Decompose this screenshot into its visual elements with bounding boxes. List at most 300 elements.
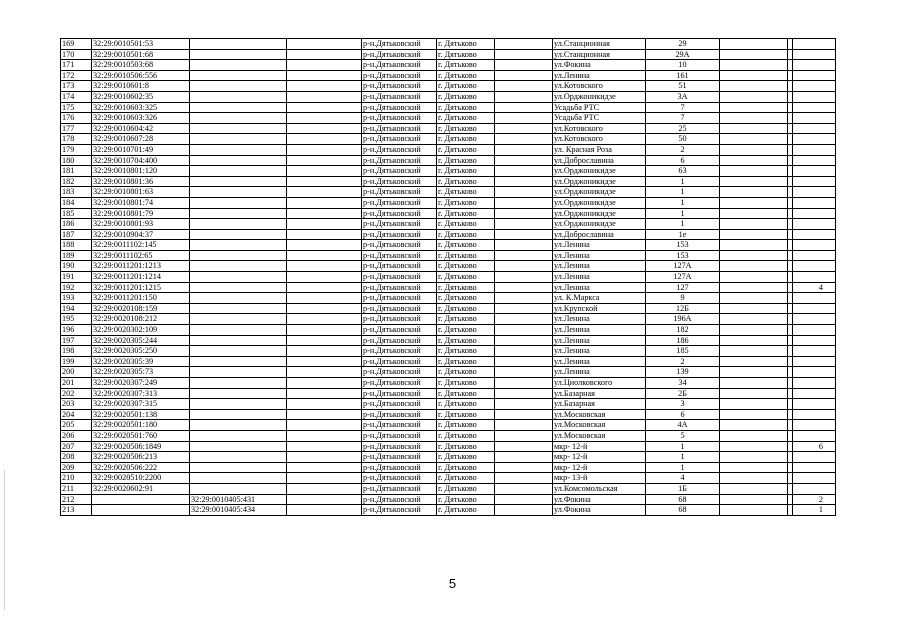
- table-cell-cadastral: 32:29:0011102:145: [92, 240, 190, 251]
- table-cell-district: р-н.Дятьковский: [362, 123, 437, 134]
- table-cell-city: г. Дятьково: [437, 144, 495, 155]
- table-row: [61, 261, 836, 272]
- table-cell-cadastral: 32:29:0010601:8: [92, 81, 190, 92]
- table-cell-house: 4: [646, 473, 720, 484]
- table-row: [61, 250, 836, 261]
- table-cell-city: г. Дятьково: [437, 113, 495, 124]
- table-cell-cadastral: 32:29:0020501:138: [92, 409, 190, 420]
- table-cell-blank: [495, 325, 553, 336]
- table-cell-empty: [287, 335, 362, 346]
- table-cell-cadastral-2: [190, 462, 287, 473]
- table-cell-district: р-н.Дятьковский: [362, 70, 437, 81]
- table-cell-house: 3: [646, 399, 720, 410]
- table-row: [61, 473, 836, 484]
- table-cell-empty: [287, 293, 362, 304]
- table-cell-cadastral-2: [190, 81, 287, 92]
- table-cell-cadastral-2: [190, 208, 287, 219]
- table-row: [61, 219, 836, 230]
- table-cell-blank: [495, 166, 553, 177]
- table-cell-empty: [287, 505, 362, 516]
- table-cell-street: ул.Комсомольская: [553, 483, 646, 494]
- table-cell-cadastral-2: [190, 335, 287, 346]
- table-cell-street: ул.Ленина: [553, 272, 646, 283]
- table-cell-city: г. Дятьково: [437, 367, 495, 378]
- table-cell-house: 34: [646, 378, 720, 389]
- table-cell-city: г. Дятьково: [437, 430, 495, 441]
- table-cell-district: р-н.Дятьковский: [362, 187, 437, 198]
- table-cell-cadastral-2: [190, 293, 287, 304]
- table-cell-num: 179: [61, 144, 92, 155]
- table-cell-cadastral: 32:29:0020510:2200: [92, 473, 190, 484]
- table-cell-blank: [495, 494, 553, 505]
- page-number: 5: [448, 576, 457, 591]
- table-cell-last: 6: [793, 441, 836, 452]
- table-cell-city: г. Дятьково: [437, 388, 495, 399]
- table-cell-district: р-н.Дятьковский: [362, 441, 437, 452]
- table-cell-street: ул.Московская: [553, 430, 646, 441]
- table-cell-street: ул.Ленина: [553, 240, 646, 251]
- table-cell-street: ул.Орджоникидзе: [553, 219, 646, 230]
- table-cell-empty: [287, 60, 362, 71]
- table-cell-cadastral: 32:29:0020506:1849: [92, 441, 190, 452]
- table-cell-num: 182: [61, 176, 92, 187]
- table-cell-house: 1: [646, 441, 720, 452]
- table-cell-num: 210: [61, 473, 92, 484]
- table-cell-num: 192: [61, 282, 92, 293]
- table-cell-house: 68: [646, 494, 720, 505]
- table-row: [61, 367, 836, 378]
- table-cell-house: 2: [646, 356, 720, 367]
- table-cell-city: г. Дятьково: [437, 314, 495, 325]
- table-cell-blank: [495, 60, 553, 71]
- table-cell-num: 206: [61, 430, 92, 441]
- table-cell-house: 196А: [646, 314, 720, 325]
- table-cell-last: [793, 378, 836, 389]
- table-cell-street: ул.Фокина: [553, 494, 646, 505]
- table-cell-blank: [495, 187, 553, 198]
- table-cell-last: [793, 335, 836, 346]
- table-cell-extra: [720, 335, 788, 346]
- table-cell-blank: [495, 240, 553, 251]
- table-cell-last: [793, 166, 836, 177]
- table-row: [61, 505, 836, 516]
- table-cell-blank: [495, 70, 553, 81]
- table-cell-cadastral-2: [190, 123, 287, 134]
- table-cell-district: р-н.Дятьковский: [362, 462, 437, 473]
- table-cell-extra: [720, 187, 788, 198]
- table-cell-district: р-н.Дятьковский: [362, 229, 437, 240]
- table-cell-num: 185: [61, 208, 92, 219]
- table-cell-district: р-н.Дятьковский: [362, 388, 437, 399]
- table-cell-num: 184: [61, 197, 92, 208]
- table-cell-last: [793, 367, 836, 378]
- table-cell-num: 209: [61, 462, 92, 473]
- table-cell-cadastral: 32:29:0020307:313: [92, 388, 190, 399]
- table-cell-blank: [495, 91, 553, 102]
- table-cell-extra: [720, 293, 788, 304]
- table-row: [61, 240, 836, 251]
- table-cell-extra: [720, 388, 788, 399]
- table-row: [61, 356, 836, 367]
- table-cell-blank: [495, 314, 553, 325]
- table-cell-cadastral: 32:29:0010801:93: [92, 219, 190, 230]
- table-cell-cadastral: 32:29:0011201:150: [92, 293, 190, 304]
- table-row: [61, 123, 836, 134]
- table-cell-empty: [287, 70, 362, 81]
- table-cell-street: ул.Ленина: [553, 367, 646, 378]
- table-cell-num: 195: [61, 314, 92, 325]
- table-cell-street: ул.Орджоникидзе: [553, 187, 646, 198]
- table-cell-district: р-н.Дятьковский: [362, 197, 437, 208]
- table-cell-extra: [720, 49, 788, 60]
- table-cell-cadastral-2: 32:29:0010405:431: [190, 494, 287, 505]
- table-cell-cadastral: 32:29:0010503:68: [92, 60, 190, 71]
- table-cell-empty: [287, 409, 362, 420]
- table-cell-last: [793, 430, 836, 441]
- table-cell-extra: [720, 113, 788, 124]
- table-cell-district: р-н.Дятьковский: [362, 335, 437, 346]
- table-cell-empty: [287, 261, 362, 272]
- table-cell-empty: [287, 134, 362, 145]
- table-cell-num: 207: [61, 441, 92, 452]
- table-cell-cadastral: [92, 505, 190, 516]
- table-cell-last: [793, 123, 836, 134]
- table-cell-city: г. Дятьково: [437, 134, 495, 145]
- table-cell-num: 181: [61, 166, 92, 177]
- table-cell-num: 199: [61, 356, 92, 367]
- table-cell-num: 200: [61, 367, 92, 378]
- table-cell-empty: [287, 187, 362, 198]
- table-cell-num: 194: [61, 303, 92, 314]
- table-cell-cadastral-2: [190, 282, 287, 293]
- table-cell-district: р-н.Дятьковский: [362, 420, 437, 431]
- table-cell-district: р-н.Дятьковский: [362, 483, 437, 494]
- table-cell-blank: [495, 208, 553, 219]
- table-cell-street: ул.Ленина: [553, 356, 646, 367]
- table-cell-num: 169: [61, 39, 92, 50]
- table-row: [61, 187, 836, 198]
- table-cell-district: р-н.Дятьковский: [362, 430, 437, 441]
- table-cell-house: 1: [646, 452, 720, 463]
- table-body: [61, 39, 836, 516]
- table-cell-cadastral-2: [190, 240, 287, 251]
- table-cell-house: 63: [646, 166, 720, 177]
- table-cell-street: ул.Котовского: [553, 123, 646, 134]
- table-cell-last: [793, 102, 836, 113]
- table-cell-extra: [720, 144, 788, 155]
- table-cell-last: [793, 452, 836, 463]
- table-cell-extra: [720, 452, 788, 463]
- table-cell-cadastral-2: [190, 250, 287, 261]
- table-cell-blank: [495, 229, 553, 240]
- table-cell-cadastral: 32:29:0020602:91: [92, 483, 190, 494]
- table-cell-city: г. Дятьково: [437, 39, 495, 50]
- table-cell-last: [793, 81, 836, 92]
- table-cell-num: 201: [61, 378, 92, 389]
- table-cell-city: г. Дятьково: [437, 452, 495, 463]
- table-row: [61, 144, 836, 155]
- table-cell-house: 127А: [646, 272, 720, 283]
- table-cell-house: 1: [646, 197, 720, 208]
- table-row: [61, 166, 836, 177]
- table-cell-blank: [495, 219, 553, 230]
- table-cell-extra: [720, 240, 788, 251]
- table-cell-blank: [495, 505, 553, 516]
- table-cell-district: р-н.Дятьковский: [362, 261, 437, 272]
- table-cell-empty: [287, 441, 362, 452]
- table-cell-district: р-н.Дятьковский: [362, 166, 437, 177]
- table-cell-last: [793, 155, 836, 166]
- table-cell-extra: [720, 197, 788, 208]
- table-cell-extra: [720, 272, 788, 283]
- table-cell-cadastral-2: [190, 420, 287, 431]
- table-cell-cadastral-2: [190, 473, 287, 484]
- table-cell-city: г. Дятьково: [437, 399, 495, 410]
- table-cell-district: р-н.Дятьковский: [362, 282, 437, 293]
- table-cell-street: мкр- 12-й: [553, 462, 646, 473]
- table-cell-last: [793, 399, 836, 410]
- table-cell-city: г. Дятьково: [437, 441, 495, 452]
- table-cell-empty: [287, 325, 362, 336]
- table-cell-cadastral-2: [190, 166, 287, 177]
- table-row: [61, 91, 836, 102]
- table-row: [61, 49, 836, 60]
- table-cell-cadastral: 32:29:0020307:315: [92, 399, 190, 410]
- table-cell-street: ул.Орджоникидзе: [553, 208, 646, 219]
- table-cell-street: ул.Ленина: [553, 325, 646, 336]
- table-cell-cadastral: 32:29:0010801:63: [92, 187, 190, 198]
- table-cell-extra: [720, 91, 788, 102]
- table-cell-house: 1: [646, 462, 720, 473]
- table-cell-street: ул.Станционная: [553, 39, 646, 50]
- table-cell-house: 186: [646, 335, 720, 346]
- table-cell-city: г. Дятьково: [437, 187, 495, 198]
- table-cell-empty: [287, 155, 362, 166]
- table-cell-street: ул.Котовского: [553, 134, 646, 145]
- table-cell-extra: [720, 250, 788, 261]
- table-cell-district: р-н.Дятьковский: [362, 346, 437, 357]
- table-cell-district: р-н.Дятьковский: [362, 314, 437, 325]
- table-cell-blank: [495, 102, 553, 113]
- table-cell-house: 1е: [646, 229, 720, 240]
- table-cell-extra: [720, 505, 788, 516]
- table-cell-cadastral: 32:29:0010501:53: [92, 39, 190, 50]
- table-cell-cadastral-2: [190, 144, 287, 155]
- table-cell-cadastral-2: [190, 356, 287, 367]
- table-row: [61, 134, 836, 145]
- table-cell-num: 205: [61, 420, 92, 431]
- table-row: [61, 229, 836, 240]
- table-cell-cadastral-2: [190, 409, 287, 420]
- table-cell-empty: [287, 356, 362, 367]
- table-row: [61, 452, 836, 463]
- table-cell-empty: [287, 367, 362, 378]
- table-cell-city: г. Дятьково: [437, 356, 495, 367]
- table-cell-num: 171: [61, 60, 92, 71]
- table-cell-cadastral: 32:29:0020305:73: [92, 367, 190, 378]
- table-cell-city: г. Дятьково: [437, 208, 495, 219]
- table-cell-blank: [495, 399, 553, 410]
- table-cell-cadastral-2: [190, 197, 287, 208]
- table-cell-house: 10: [646, 60, 720, 71]
- table-cell-city: г. Дятьково: [437, 303, 495, 314]
- table-cell-house: 6: [646, 409, 720, 420]
- table-row: [61, 60, 836, 71]
- table-cell-blank: [495, 144, 553, 155]
- table-row: [61, 314, 836, 325]
- table-cell-blank: [495, 261, 553, 272]
- table-cell-district: р-н.Дятьковский: [362, 452, 437, 463]
- table-cell-extra: [720, 134, 788, 145]
- table-cell-house: 2: [646, 144, 720, 155]
- table-cell-city: г. Дятьково: [437, 70, 495, 81]
- table-cell-cadastral-2: [190, 261, 287, 272]
- table-cell-cadastral-2: [190, 430, 287, 441]
- table-cell-house: 1: [646, 176, 720, 187]
- table-cell-district: р-н.Дятьковский: [362, 293, 437, 304]
- table-cell-extra: [720, 325, 788, 336]
- table-cell-empty: [287, 250, 362, 261]
- table-cell-house: 1: [646, 208, 720, 219]
- table-cell-num: 197: [61, 335, 92, 346]
- table-cell-last: [793, 483, 836, 494]
- table-cell-district: р-н.Дятьковский: [362, 399, 437, 410]
- table-cell-empty: [287, 473, 362, 484]
- table-cell-last: [793, 187, 836, 198]
- table-cell-cadastral-2: [190, 399, 287, 410]
- table-cell-cadastral: 32:29:0020506:222: [92, 462, 190, 473]
- table-cell-cadastral: 32:29:0010801:79: [92, 208, 190, 219]
- table-cell-empty: [287, 81, 362, 92]
- table-cell-cadastral: 32:29:0020305:244: [92, 335, 190, 346]
- table-cell-extra: [720, 229, 788, 240]
- table-cell-num: 196: [61, 325, 92, 336]
- table-row: [61, 325, 836, 336]
- table-cell-extra: [720, 367, 788, 378]
- table-cell-house: 127А: [646, 261, 720, 272]
- table-cell-blank: [495, 81, 553, 92]
- table-cell-district: р-н.Дятьковский: [362, 134, 437, 145]
- table-cell-num: 193: [61, 293, 92, 304]
- table-row: [61, 378, 836, 389]
- table-cell-last: [793, 356, 836, 367]
- table-cell-last: [793, 314, 836, 325]
- table-cell-street: ул.Ленина: [553, 335, 646, 346]
- table-cell-city: г. Дятьково: [437, 49, 495, 60]
- table-cell-cadastral-2: [190, 346, 287, 357]
- table-cell-blank: [495, 462, 553, 473]
- table-cell-cadastral-2: [190, 272, 287, 283]
- table-cell-street: ул.Циолковского: [553, 378, 646, 389]
- table-cell-cadastral-2: [190, 176, 287, 187]
- table-cell-city: г. Дятьково: [437, 155, 495, 166]
- table-cell-cadastral: 32:29:0020108:159: [92, 303, 190, 314]
- table-row: [61, 39, 836, 50]
- table-cell-num: 204: [61, 409, 92, 420]
- table-cell-district: р-н.Дятьковский: [362, 367, 437, 378]
- table-cell-extra: [720, 346, 788, 357]
- table-cell-last: 1: [793, 505, 836, 516]
- table-row: [61, 282, 836, 293]
- table-row: [61, 176, 836, 187]
- table-cell-city: г. Дятьково: [437, 420, 495, 431]
- table-cell-house: 139: [646, 367, 720, 378]
- table-cell-num: 177: [61, 123, 92, 134]
- table-cell-extra: [720, 39, 788, 50]
- table-cell-num: 198: [61, 346, 92, 357]
- table-cell-blank: [495, 356, 553, 367]
- table-cell-district: р-н.Дятьковский: [362, 473, 437, 484]
- table-cell-city: г. Дятьково: [437, 282, 495, 293]
- table-cell-num: 186: [61, 219, 92, 230]
- table-cell-cadastral-2: 32:29:0010405:434: [190, 505, 287, 516]
- table-cell-city: г. Дятьково: [437, 335, 495, 346]
- table-cell-cadastral-2: [190, 219, 287, 230]
- table-cell-cadastral: 32:29:0010801:120: [92, 166, 190, 177]
- table-cell-street: мкр- 13-й: [553, 473, 646, 484]
- table-cell-blank: [495, 49, 553, 60]
- table-cell-city: г. Дятьково: [437, 81, 495, 92]
- table-cell-blank: [495, 452, 553, 463]
- table-cell-empty: [287, 462, 362, 473]
- table-cell-district: р-н.Дятьковский: [362, 378, 437, 389]
- table-cell-num: 191: [61, 272, 92, 283]
- table-cell-extra: [720, 494, 788, 505]
- table-cell-blank: [495, 473, 553, 484]
- table-cell-last: [793, 303, 836, 314]
- table-cell-house: 4А: [646, 420, 720, 431]
- table-cell-cadastral: 32:29:0010604:42: [92, 123, 190, 134]
- table-cell-num: 208: [61, 452, 92, 463]
- table-cell-house: 5: [646, 430, 720, 441]
- table-cell-last: [793, 39, 836, 50]
- table-cell-house: 6: [646, 155, 720, 166]
- table-cell-empty: [287, 272, 362, 283]
- table-cell-num: 202: [61, 388, 92, 399]
- table-cell-num: 172: [61, 70, 92, 81]
- table-cell-cadastral-2: [190, 441, 287, 452]
- table-cell-district: р-н.Дятьковский: [362, 272, 437, 283]
- table-cell-house: 161: [646, 70, 720, 81]
- table-cell-empty: [287, 346, 362, 357]
- table-cell-last: [793, 176, 836, 187]
- table-cell-blank: [495, 39, 553, 50]
- table-cell-city: г. Дятьково: [437, 176, 495, 187]
- table-cell-street: ул.Базарная: [553, 399, 646, 410]
- table-cell-cadastral: 32:29:0011201:1215: [92, 282, 190, 293]
- table-cell-district: р-н.Дятьковский: [362, 219, 437, 230]
- table-cell-district: р-н.Дятьковский: [362, 176, 437, 187]
- table-cell-num: 183: [61, 187, 92, 198]
- table-row: [61, 441, 836, 452]
- table-cell-extra: [720, 81, 788, 92]
- table-cell-house: 12Б: [646, 303, 720, 314]
- table-cell-cadastral: 32:29:0011102:65: [92, 250, 190, 261]
- table-cell-city: г. Дятьково: [437, 293, 495, 304]
- table-cell-cadastral-2: [190, 70, 287, 81]
- table-row: [61, 494, 836, 505]
- table-cell-house: 68: [646, 505, 720, 516]
- table-cell-street: ул.Базарная: [553, 388, 646, 399]
- table-cell-city: г. Дятьково: [437, 102, 495, 113]
- table-cell-extra: [720, 399, 788, 410]
- table-cell-district: р-н.Дятьковский: [362, 250, 437, 261]
- table-cell-street: ул.Ленина: [553, 314, 646, 325]
- table-cell-street: Усадьба РТС: [553, 113, 646, 124]
- table-cell-num: 189: [61, 250, 92, 261]
- table-cell-street: ул.Ленина: [553, 346, 646, 357]
- table-cell-city: г. Дятьково: [437, 346, 495, 357]
